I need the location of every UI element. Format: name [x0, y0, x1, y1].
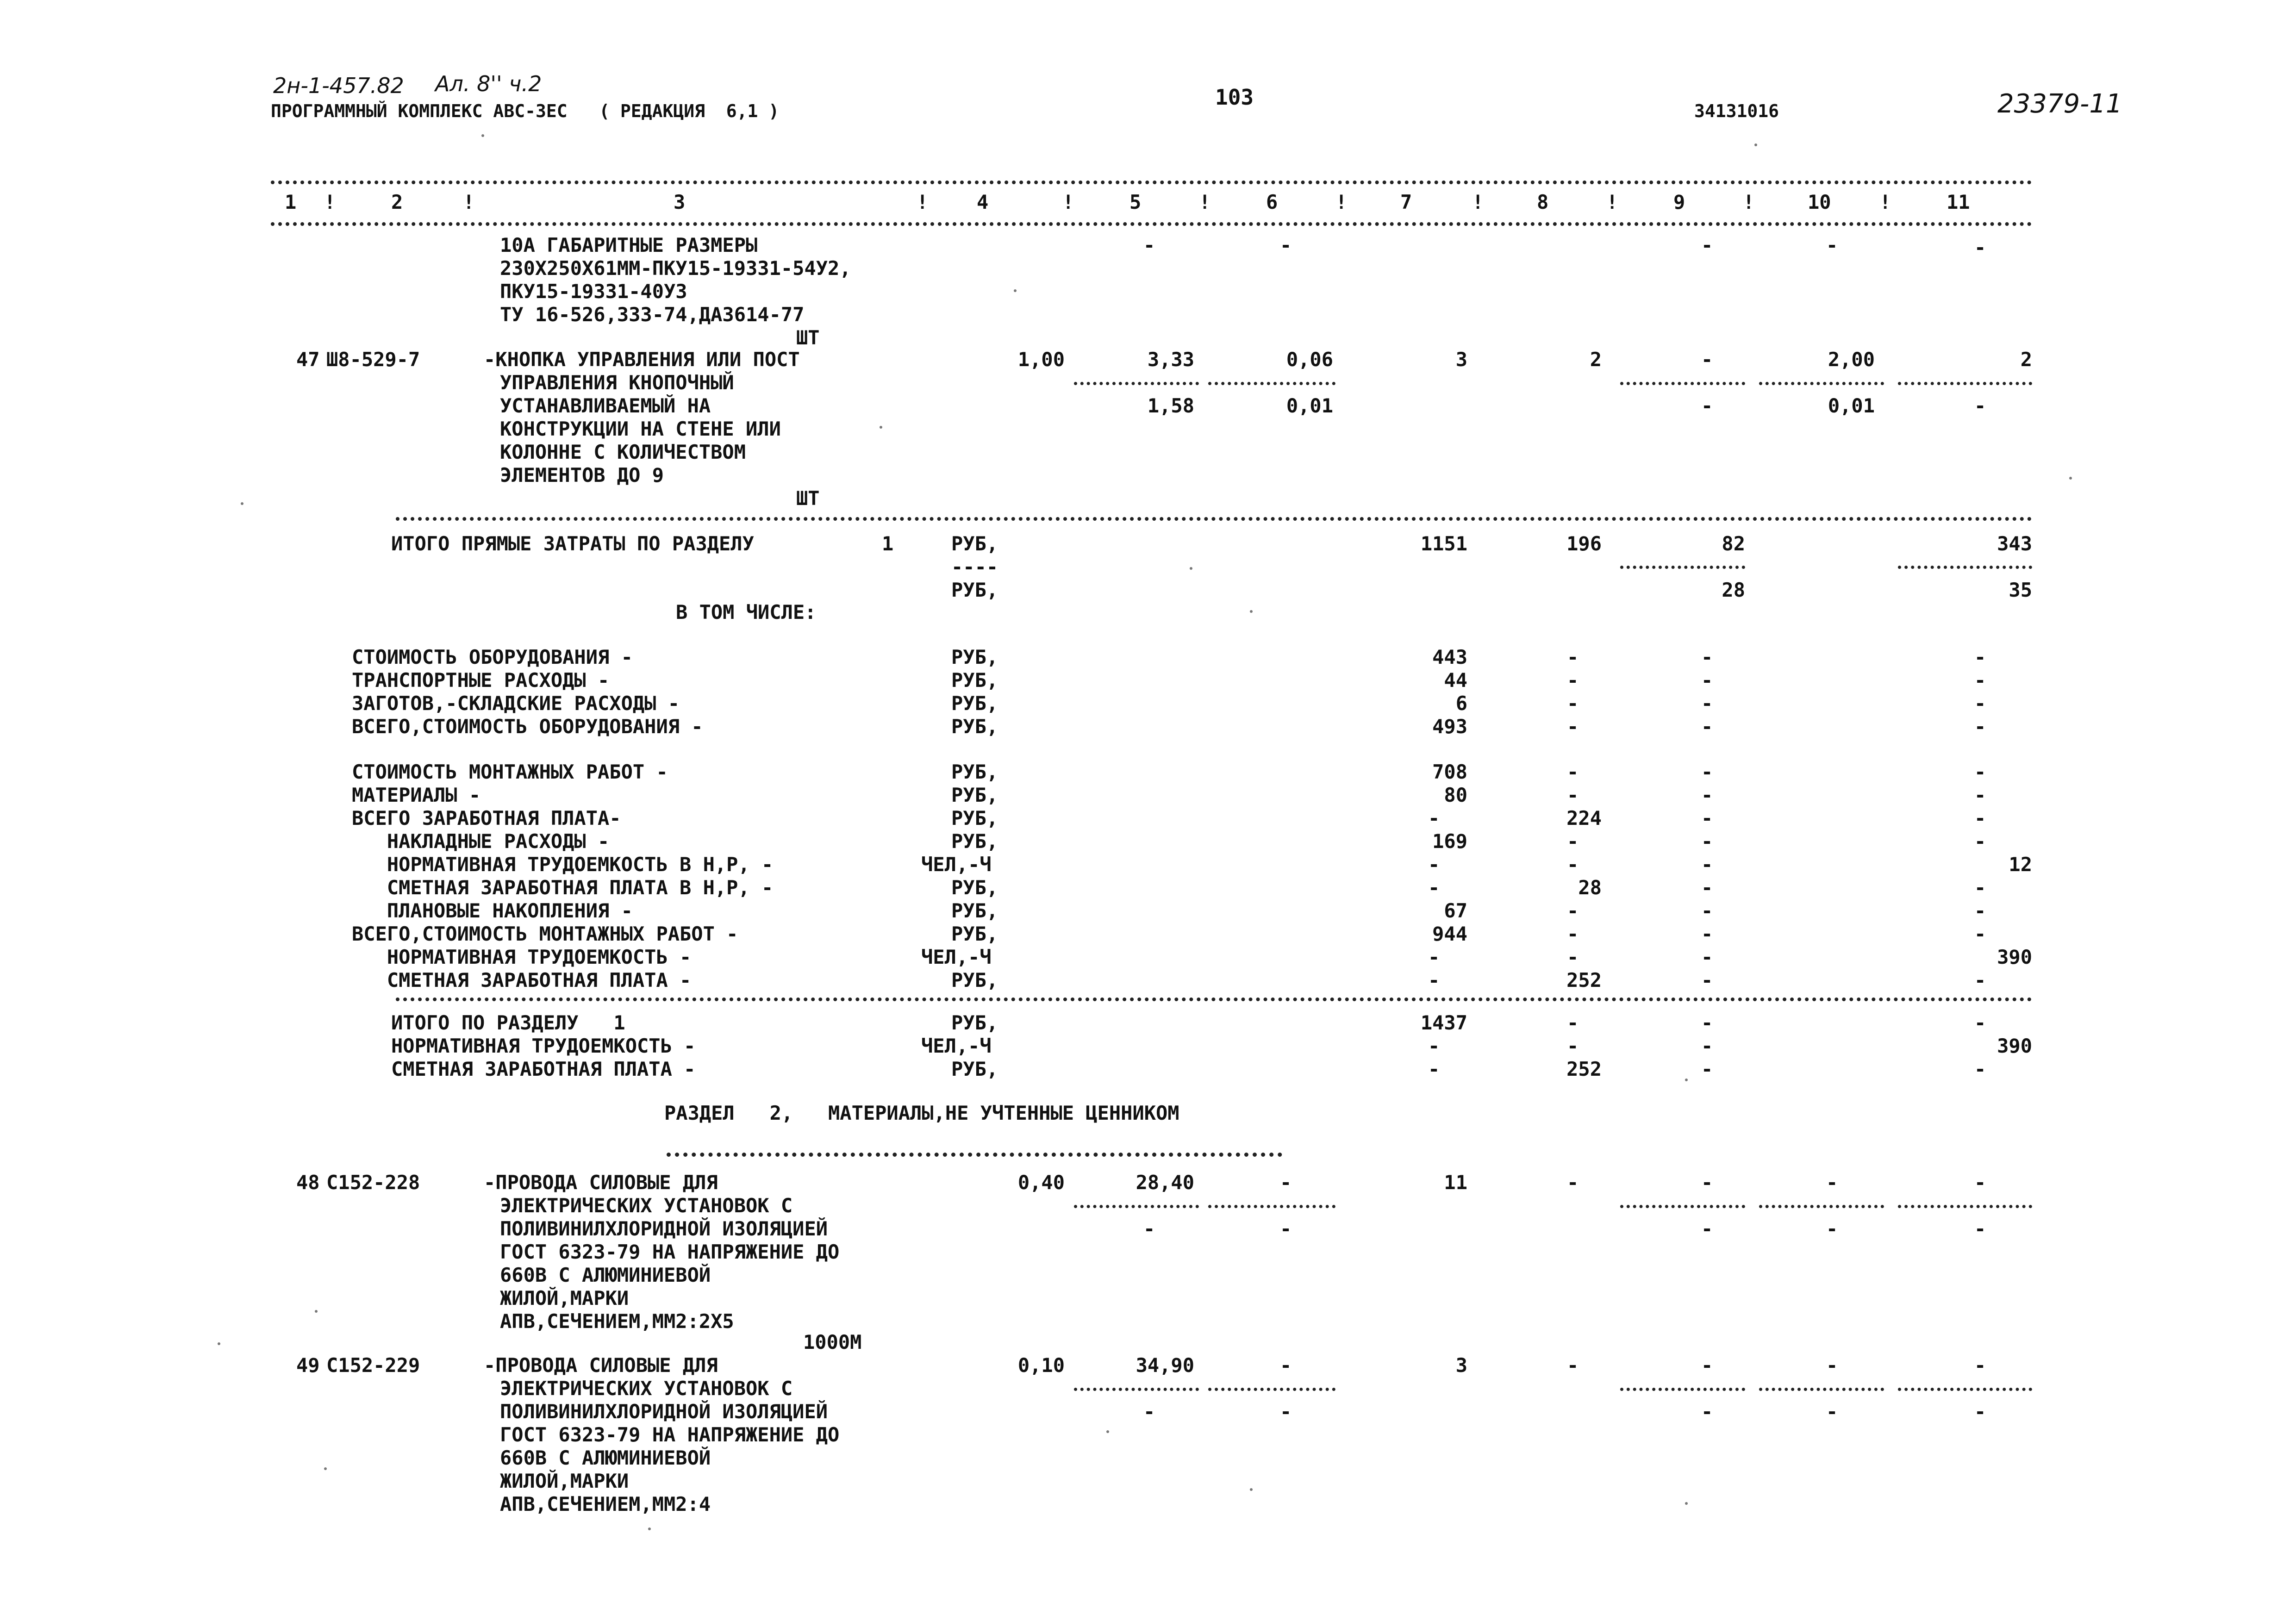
row-c7: 80: [1444, 784, 1467, 806]
col-num-11: 11: [1947, 191, 1970, 213]
row-c7: -: [1428, 876, 1440, 899]
item-unit: ШТ: [796, 487, 820, 510]
row-c7: -: [1428, 1058, 1440, 1080]
row-c9: -: [1701, 715, 1713, 738]
row-c9: -: [1701, 830, 1713, 853]
cell-c5-sub: 1,58: [1147, 394, 1194, 417]
subrule: [1620, 1205, 1745, 1208]
totals-c9: 82: [1722, 532, 1745, 555]
cell-c9: -: [1701, 1354, 1713, 1377]
row-label: ТРАНСПОРТНЫЕ РАСХОДЫ -: [352, 669, 610, 692]
row-c7: 6: [1455, 692, 1467, 715]
including-heading: В ТОМ ЧИСЛЕ:: [676, 601, 817, 623]
cell-c9-sub: -: [1701, 394, 1713, 417]
subrule: [1898, 1205, 2032, 1208]
row-unit: РУБ,: [951, 807, 998, 829]
cell-c8: -: [1567, 1354, 1579, 1377]
cell-c6-sub: -: [1280, 1217, 1292, 1240]
row-label: НОРМАТИВНАЯ ТРУДОЕМКОСТЬ В Н,Р, -: [352, 853, 774, 876]
item-description-line: 660В С АЛЮМИНИЕВОЙ: [500, 1264, 711, 1286]
row-c8: -: [1567, 899, 1579, 922]
cell-c10: -: [1826, 1171, 1838, 1194]
totals-c9-sub: 28: [1722, 579, 1745, 601]
row-c8: -: [1567, 669, 1579, 692]
cell-c11-sub: -: [1974, 1400, 1986, 1423]
cell-c6: 0,06: [1286, 348, 1333, 371]
item-description-line: ЭЛЕМЕНТОВ ДО 9: [500, 464, 664, 486]
row-c9: -: [1701, 692, 1713, 715]
cell-c9: -: [1701, 1171, 1713, 1194]
row-c11: -: [1974, 899, 1986, 922]
cell-c11: -: [1974, 1354, 1986, 1377]
row-c11: -: [1974, 761, 1986, 783]
section-2-title: РАЗДЕЛ 2, МАТЕРИАЛЫ,НЕ УЧТЕННЫЕ ЦЕННИКОМ: [664, 1102, 1179, 1124]
item-description-line: АПВ,СЕЧЕНИЕМ,ММ2:4: [500, 1493, 711, 1515]
totals-c8: 196: [1566, 532, 1602, 555]
item-number: 49: [296, 1354, 320, 1377]
subrule: [1620, 1388, 1745, 1391]
row-unit: ЧЕЛ,-Ч: [921, 853, 992, 876]
cell-c6: -: [1280, 1354, 1292, 1377]
row-c8: -: [1567, 646, 1579, 668]
subrule: [1620, 382, 1745, 385]
row-c7: -: [1428, 853, 1440, 876]
row-c11: -: [1974, 969, 1986, 991]
item-description-line: ЖИЛОЙ,МАРКИ: [500, 1287, 629, 1309]
row-unit: РУБ,: [951, 1011, 998, 1034]
row-c9: -: [1701, 853, 1713, 876]
col-num-5: 5: [1129, 191, 1142, 213]
cell-c10-sub: -: [1826, 1217, 1838, 1240]
row-unit: РУБ,: [951, 784, 998, 806]
cell-c5: 34,90: [1136, 1354, 1194, 1377]
section-rule: [396, 517, 2032, 521]
row-c9: -: [1701, 876, 1713, 899]
row-unit: РУБ,: [951, 692, 998, 715]
row-c11: -: [1974, 923, 1986, 945]
subrule: [1759, 1388, 1884, 1391]
row-label: МАТЕРИАЛЫ -: [352, 784, 481, 806]
item-description-line: ГОСТ 6323-79 НА НАПРЯЖЕНИЕ ДО: [500, 1241, 840, 1263]
cell-c8: -: [1567, 1171, 1579, 1194]
program-title: ПРОГРАММНЫЙ КОМПЛЕКС АВС-ЗЕС ( РЕДАКЦИЯ 6,1 ): [271, 101, 780, 121]
row-c9: -: [1701, 923, 1713, 945]
row-label: СТОИМОСТЬ МОНТАЖНЫХ РАБОТ -: [352, 761, 668, 783]
row-c11: 390: [1997, 1035, 2032, 1057]
item-unit: 1000М: [803, 1331, 862, 1353]
cell-c5: 3,33: [1147, 348, 1194, 371]
cell-c10: 2,00: [1828, 348, 1875, 371]
subrule: [1208, 1388, 1335, 1391]
col-num-1: 1: [285, 191, 297, 213]
row-c8: -: [1567, 1035, 1579, 1057]
subrule: [1898, 566, 2032, 569]
item-number: 48: [296, 1171, 320, 1194]
cell-c5-sub: -: [1143, 1217, 1155, 1240]
row-c9: -: [1701, 1058, 1713, 1080]
row-c11: 390: [1997, 946, 2032, 968]
row-unit: РУБ,: [951, 646, 998, 668]
cell-c10-sub: -: [1826, 1400, 1838, 1423]
continued-mark: -: [1826, 234, 1838, 256]
row-c8: -: [1567, 715, 1579, 738]
totals-unit: РУБ,: [951, 532, 998, 555]
row-c9: -: [1701, 1011, 1713, 1034]
item-description-line: ЖИЛОЙ,МАРКИ: [500, 1470, 629, 1492]
col-num-2: 2: [391, 191, 403, 213]
subrule: [1620, 566, 1745, 569]
cell-c9-sub: -: [1701, 1400, 1713, 1423]
row-unit: РУБ,: [951, 715, 998, 738]
cell-c7: 11: [1444, 1171, 1467, 1194]
item-code: Ш8-529-7: [326, 348, 420, 371]
row-c11: -: [1974, 1058, 1986, 1080]
row-unit: РУБ,: [951, 761, 998, 783]
row-c11: -: [1974, 646, 1986, 668]
cell-c6-sub: -: [1280, 1400, 1292, 1423]
row-label: ВСЕГО,СТОИМОСТЬ ОБОРУДОВАНИЯ -: [352, 715, 703, 738]
item-description-line: -ПРОВОДА СИЛОВЫЕ ДЛЯ: [484, 1171, 718, 1194]
row-c8: 252: [1566, 969, 1602, 991]
continued-mark: -: [1974, 236, 1986, 259]
continued-mark: -: [1143, 234, 1155, 256]
col-num-10: 10: [1808, 191, 1831, 213]
row-unit: ЧЕЛ,-Ч: [921, 1035, 992, 1057]
continued-mark: -: [1280, 234, 1292, 256]
row-c9: -: [1701, 784, 1713, 806]
cell-c8: 2: [1590, 348, 1602, 371]
col-num-3: 3: [674, 191, 686, 213]
page-number: 103: [1215, 85, 1254, 110]
row-c9: -: [1701, 669, 1713, 692]
item-description-line: ПОЛИВИНИЛХЛОРИДНОЙ ИЗОЛЯЦИЕЙ: [500, 1217, 828, 1240]
item-number: 47: [296, 348, 320, 371]
row-c11: -: [1974, 807, 1986, 829]
row-label: ВСЕГО,СТОИМОСТЬ МОНТАЖНЫХ РАБОТ -: [352, 923, 738, 945]
col-num-6: 6: [1266, 191, 1278, 213]
continued-line: 230Х250Х61ММ-ПКУ15-19331-54У2,: [500, 257, 851, 280]
row-unit: РУБ,: [951, 923, 998, 945]
cell-c11-sub: -: [1974, 1217, 1986, 1240]
row-c11: -: [1974, 715, 1986, 738]
totals-dash: ----: [951, 555, 998, 578]
row-label: НОРМАТИВНАЯ ТРУДОЕМКОСТЬ -: [391, 1035, 696, 1057]
cell-c9-sub: -: [1701, 1217, 1713, 1240]
row-c11: -: [1974, 692, 1986, 715]
continued-line: ПКУ15-19331-40У3: [500, 280, 687, 303]
subrule: [1208, 1205, 1335, 1208]
row-label: НОРМАТИВНАЯ ТРУДОЕМКОСТЬ -: [352, 946, 692, 968]
row-c8: -: [1567, 923, 1579, 945]
album-reference: Ал. 8'' ч.2: [435, 71, 542, 96]
row-c7: 708: [1432, 761, 1467, 783]
row-c11: 12: [2009, 853, 2032, 876]
col-num-8: 8: [1537, 191, 1549, 213]
row-c8: -: [1567, 1011, 1579, 1034]
row-c8: -: [1567, 830, 1579, 853]
col-num-4: 4: [977, 191, 989, 213]
row-c9: -: [1701, 807, 1713, 829]
subrule: [1759, 1205, 1884, 1208]
row-unit: РУБ,: [951, 876, 998, 899]
row-c11: -: [1974, 784, 1986, 806]
header-top-rule: [271, 181, 2032, 184]
subrule: [1759, 382, 1884, 385]
row-c8: 224: [1566, 807, 1602, 829]
row-unit: РУБ,: [951, 669, 998, 692]
row-label: ПЛАНОВЫЕ НАКОПЛЕНИЯ -: [352, 899, 633, 922]
cell-qty: 0,40: [1017, 1171, 1065, 1194]
cell-c6: -: [1280, 1171, 1292, 1194]
row-unit: РУБ,: [951, 899, 998, 922]
col-num-9: 9: [1673, 191, 1685, 213]
subrule: [1898, 1388, 2032, 1391]
cell-c7: 3: [1455, 1354, 1467, 1377]
item-code: С152-228: [326, 1171, 420, 1194]
cell-c11: -: [1974, 1171, 1986, 1194]
totals-c7: 1151: [1420, 532, 1467, 555]
row-label: ИТОГО ПО РАЗДЕЛУ 1: [391, 1011, 625, 1034]
row-c7: -: [1428, 969, 1440, 991]
row-c11: -: [1974, 876, 1986, 899]
totals-section: 1: [882, 532, 894, 555]
row-label: НАКЛАДНЫЕ РАСХОДЫ -: [352, 830, 610, 853]
row-label: ЗАГОТОВ,-СКЛАДСКИЕ РАСХОДЫ -: [352, 692, 680, 715]
item-code: С152-229: [326, 1354, 420, 1377]
cell-qty: 1,00: [1017, 348, 1065, 371]
row-unit: РУБ,: [951, 1058, 998, 1080]
row-c8: -: [1567, 946, 1579, 968]
row-label: СТОИМОСТЬ ОБОРУДОВАНИЯ -: [352, 646, 633, 668]
row-label: ВСЕГО ЗАРАБОТНАЯ ПЛАТА-: [352, 807, 621, 829]
row-c8: -: [1567, 692, 1579, 715]
row-c8: 252: [1566, 1058, 1602, 1080]
row-c7: 944: [1432, 923, 1467, 945]
row-c8: -: [1567, 761, 1579, 783]
item-description-line: ЭЛЕКТРИЧЕСКИХ УСТАНОВОК С: [500, 1377, 793, 1400]
item-description-line: 660В С АЛЮМИНИЕВОЙ: [500, 1446, 711, 1469]
row-c7: -: [1428, 1035, 1440, 1057]
item-description-line: ЭЛЕКТРИЧЕСКИХ УСТАНОВОК С: [500, 1194, 793, 1217]
continued-line: ТУ 16-526,333-74,ДАЗ614-77: [500, 303, 805, 326]
document-code: 34131016: [1694, 101, 1779, 121]
subrule: [1208, 382, 1335, 385]
item-description-line: ПОЛИВИНИЛХЛОРИДНОЙ ИЗОЛЯЦИЕЙ: [500, 1400, 828, 1423]
row-c7: 493: [1432, 715, 1467, 738]
item-description-line: КОЛОННЕ С КОЛИЧЕСТВОМ: [500, 441, 746, 463]
item-description-line: УСТАНАВЛИВАЕМЫЙ НА: [500, 394, 711, 417]
cell-c11: 2: [2020, 348, 2032, 371]
row-label: СМЕТНАЯ ЗАРАБОТНАЯ ПЛАТА -: [352, 969, 692, 991]
subrule: [1898, 382, 2032, 385]
totals-c11-sub: 35: [2009, 579, 2032, 601]
item-description-line: УПРАВЛЕНИЯ КНОПОЧНЫЙ: [500, 371, 734, 394]
row-c9: -: [1701, 1035, 1713, 1057]
row-c7: 67: [1444, 899, 1467, 922]
cell-c9: -: [1701, 348, 1713, 371]
row-c8: 28: [1578, 876, 1602, 899]
cell-qty: 0,10: [1017, 1354, 1065, 1377]
row-c9: -: [1701, 899, 1713, 922]
handwritten-right: 23379-11: [1997, 89, 2122, 119]
handwritten-code: 2н-1-457.82: [273, 73, 404, 98]
totals-c11: 343: [1997, 532, 2032, 555]
continued-unit: ШТ: [796, 326, 820, 349]
totals-unit-sub: РУБ,: [951, 579, 998, 601]
row-c11: -: [1974, 669, 1986, 692]
cell-c6-sub: 0,01: [1286, 394, 1333, 417]
totals-title: ИТОГО ПРЯМЫЕ ЗАТРАТЫ ПО РАЗДЕЛУ: [391, 532, 754, 555]
row-unit: РУБ,: [951, 969, 998, 991]
row-label: СМЕТНАЯ ЗАРАБОТНАЯ ПЛАТА -: [391, 1058, 696, 1080]
row-c8: -: [1567, 784, 1579, 806]
cell-c10: -: [1826, 1354, 1838, 1377]
row-c7: -: [1428, 807, 1440, 829]
cell-c5: 28,40: [1136, 1171, 1194, 1194]
item-description-line: АПВ,СЕЧЕНИЕМ,ММ2:2Х5: [500, 1310, 734, 1333]
row-c8: -: [1567, 853, 1579, 876]
subrule: [1074, 382, 1199, 385]
item-description-line: -КНОПКА УПРАВЛЕНИЯ ИЛИ ПОСТ: [484, 348, 800, 371]
subrule: [1074, 1388, 1199, 1391]
section-2-underline: [667, 1153, 1282, 1157]
row-c7: 169: [1432, 830, 1467, 853]
cell-c11-sub: -: [1974, 394, 1986, 417]
cell-c7: 3: [1455, 348, 1467, 371]
subrule: [1074, 1205, 1199, 1208]
row-c11: -: [1974, 1011, 1986, 1034]
cell-c5-sub: -: [1143, 1400, 1155, 1423]
row-c7: 1437: [1420, 1011, 1467, 1034]
row-c7: 44: [1444, 669, 1467, 692]
row-c7: 443: [1432, 646, 1467, 668]
section-rule: [396, 998, 2032, 1001]
row-label: СМЕТНАЯ ЗАРАБОТНАЯ ПЛАТА В Н,Р, -: [352, 876, 774, 899]
continued-mark: -: [1701, 234, 1713, 256]
cell-c10-sub: 0,01: [1828, 394, 1875, 417]
row-c11: -: [1974, 830, 1986, 853]
row-c9: -: [1701, 761, 1713, 783]
item-description-line: ГОСТ 6323-79 НА НАПРЯЖЕНИЕ ДО: [500, 1423, 840, 1446]
row-c9: -: [1701, 646, 1713, 668]
row-unit: РУБ,: [951, 830, 998, 853]
col-num-7: 7: [1400, 191, 1412, 213]
item-description-line: КОНСТРУКЦИИ НА СТЕНЕ ИЛИ: [500, 418, 781, 440]
row-unit: ЧЕЛ,-Ч: [921, 946, 992, 968]
row-c7: -: [1428, 946, 1440, 968]
header-bottom-rule: [271, 222, 2032, 226]
row-c9: -: [1701, 969, 1713, 991]
continued-line: 10А ГАБАРИТНЫЕ РАЗМЕРЫ: [500, 234, 758, 256]
item-description-line: -ПРОВОДА СИЛОВЫЕ ДЛЯ: [484, 1354, 718, 1377]
row-c9: -: [1701, 946, 1713, 968]
